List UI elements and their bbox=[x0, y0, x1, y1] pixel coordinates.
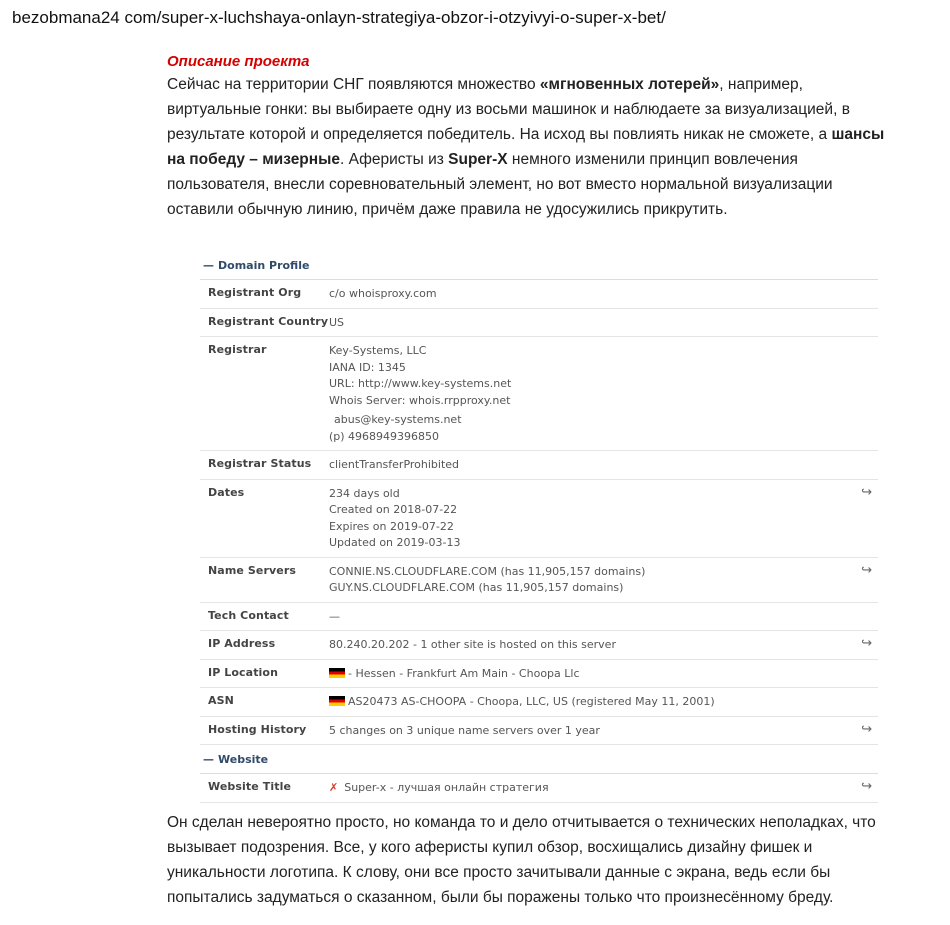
row-value bbox=[329, 564, 878, 597]
row-asn bbox=[200, 688, 878, 717]
row-label: Registrar bbox=[208, 343, 267, 356]
intro-bold-1: «мгновенных лотерей» bbox=[539, 76, 720, 93]
page-url: bezobmana24 com/super-x-luchshaya-onlayn-strategiya-obzor-i-otzyivyi-o-super-x-bet/ bbox=[12, 8, 666, 27]
row-dates bbox=[200, 480, 878, 558]
intro-text-2: , например, виртуальные гонки: вы выбираете одну из восьми машинок и наблюдаете за визуализацией, в результате которой и определяется победитель. На исход вы повлиять никак не сможете, а bbox=[167, 76, 850, 143]
row-label: Registrant Org bbox=[208, 286, 302, 299]
row-label: ASN bbox=[208, 694, 234, 707]
registrar-email: abus@key-systems.net bbox=[334, 413, 462, 426]
germany-flag-icon bbox=[329, 668, 345, 678]
row-label: Registrant Country bbox=[208, 314, 329, 328]
row-label: Website Title bbox=[208, 780, 292, 793]
share-icon[interactable]: ↪ bbox=[861, 779, 872, 794]
row-value: US bbox=[329, 315, 345, 329]
row-value bbox=[329, 780, 878, 797]
registrar-name: Key-Systems, LLC bbox=[329, 344, 427, 357]
row-registrar bbox=[200, 337, 878, 451]
row-tech-contact bbox=[200, 603, 878, 632]
germany-flag-icon bbox=[329, 696, 345, 706]
intro-text-3: . Аферисты из bbox=[340, 151, 449, 168]
row-value bbox=[329, 666, 878, 683]
row-value bbox=[329, 343, 878, 445]
registrar-phone: (p) 4968949396850 bbox=[329, 429, 440, 443]
row-label: Tech Contact bbox=[208, 608, 289, 622]
row-label: IP Location bbox=[208, 665, 279, 679]
row-label: Hosting History bbox=[208, 722, 307, 736]
updated-date: Updated on 2019-03-13 bbox=[329, 536, 461, 549]
closing-paragraph: Он сделан невероятно просто, но команда то и дело отчитывается о технических неполадках, что вызывает подозрения. Все, у кого аферисты купил обзор, восхищались дизайну фишек и уникальности логотипа. К слову, они все просто зачитывали данные с экрана, ведь если бы попытались задуматься о сказанном, были бы поражены только что произнесённому бреду. bbox=[167, 814, 876, 906]
registrar-url: URL: http://www.key-systems.net bbox=[329, 377, 512, 390]
asn-text: AS20473 AS-CHOOPA - Choopa, LLC, US (registered May 11, 2001) bbox=[348, 695, 715, 708]
website-header[interactable] bbox=[200, 749, 878, 774]
row-value: — bbox=[329, 609, 340, 623]
intro-paragraph bbox=[167, 72, 897, 222]
row-registrar-status bbox=[200, 451, 878, 480]
row-label: Dates bbox=[208, 485, 245, 499]
intro-text-4: немного изменили принцип вовлечения пользователя, внесли соревновательный элемент, но вот вместо нормальной визуализации оставили обычную линию, причём даже правила не удосужились прикрутить. bbox=[167, 151, 833, 218]
intro-text-1: Сейчас на территории СНГ появляются множество bbox=[167, 76, 540, 93]
row-ip-address bbox=[200, 631, 878, 660]
row-name-servers bbox=[200, 558, 878, 603]
ip-location-text: - Hessen - Frankfurt Am Main - Choopa Llc bbox=[348, 666, 580, 680]
intro-bold-2: шансы на победу – мизерные bbox=[167, 126, 885, 168]
name-server-2: GUY.NS.CLOUDFLARE.COM (has 11,905,157 domains) bbox=[329, 581, 624, 594]
site-favicon-icon: ✗ bbox=[329, 781, 339, 794]
registrar-whois-server: Whois Server: whois.rrpproxy.net bbox=[329, 393, 511, 407]
intro-bold-3: Super-X bbox=[448, 151, 508, 168]
closing-section bbox=[167, 810, 897, 910]
row-hosting-history bbox=[200, 717, 878, 746]
row-website-title bbox=[200, 774, 878, 803]
share-icon[interactable]: ↪ bbox=[861, 636, 872, 651]
row-value: 5 changes on 3 unique name servers over 1 year bbox=[329, 723, 600, 737]
row-label: Registrar Status bbox=[208, 457, 312, 470]
domain-profile-heading: Domain Profile bbox=[218, 259, 310, 272]
row-label: Name Servers bbox=[208, 563, 296, 577]
share-icon[interactable]: ↪ bbox=[861, 562, 872, 578]
row-value bbox=[329, 486, 878, 552]
domain-age: 234 days old bbox=[329, 486, 400, 500]
website-title-text: Super-x - лучшая онлайн стратегия bbox=[344, 781, 549, 794]
row-label: IP Address bbox=[208, 637, 276, 650]
collapse-icon: — bbox=[203, 753, 214, 766]
share-icon[interactable]: ↪ bbox=[861, 484, 872, 500]
row-registrant-country bbox=[200, 309, 878, 338]
collapse-icon: — bbox=[203, 259, 214, 272]
name-server-1: CONNIE.NS.CLOUDFLARE.COM (has 11,905,157 domains) bbox=[329, 564, 646, 578]
row-value: c/o whoisproxy.com bbox=[329, 287, 437, 300]
row-value bbox=[329, 694, 878, 711]
website-heading: Website bbox=[218, 753, 269, 766]
expires-date: Expires on 2019-07-22 bbox=[329, 519, 454, 533]
row-ip-location bbox=[200, 660, 878, 689]
created-date: Created on 2018-07-22 bbox=[329, 503, 458, 516]
whois-panel bbox=[200, 255, 878, 803]
row-value: 80.240.20.202 - 1 other site is hosted on this server bbox=[329, 638, 616, 651]
section-title: Описание проекта bbox=[167, 53, 310, 70]
domain-profile-header[interactable] bbox=[200, 255, 878, 280]
article-body bbox=[167, 52, 897, 222]
registrar-iana: IANA ID: 1345 bbox=[329, 360, 406, 374]
share-icon[interactable]: ↪ bbox=[861, 721, 872, 737]
row-registrant-org bbox=[200, 280, 878, 309]
row-value: clientTransferProhibited bbox=[329, 458, 460, 471]
